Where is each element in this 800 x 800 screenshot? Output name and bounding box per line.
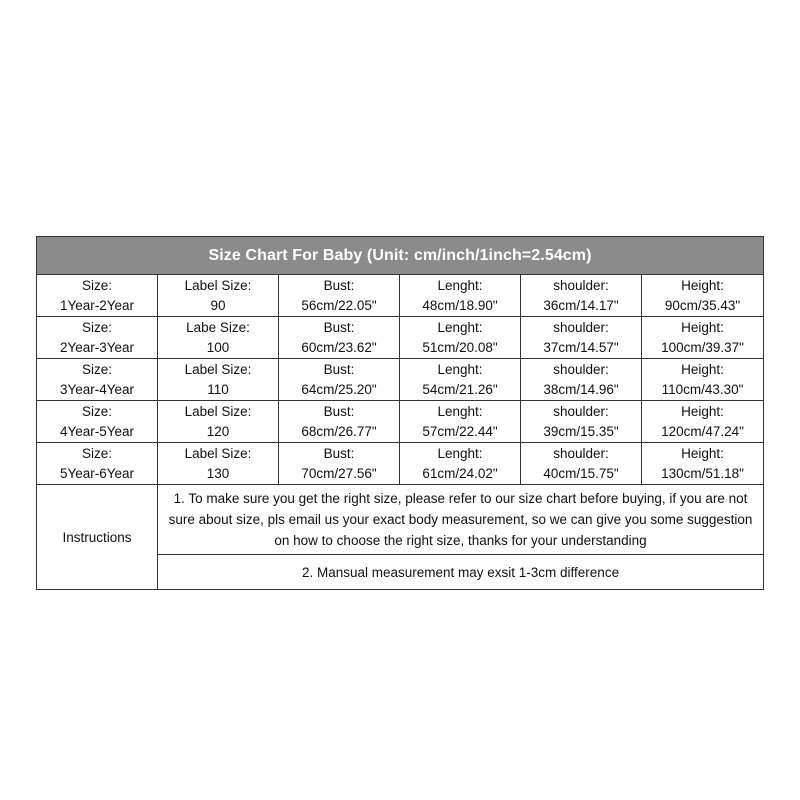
height-cell — [642, 443, 764, 485]
size-value: 3Year-4Year — [59, 381, 135, 397]
instructions-row — [37, 485, 764, 555]
size-value: 4Year-5Year — [59, 423, 135, 439]
length-value: 61cm/24.02" — [422, 465, 498, 481]
label-size-label: Label Size: — [184, 361, 252, 377]
length-cell — [400, 359, 521, 401]
shoulder-value: 36cm/14.17" — [543, 297, 619, 313]
shoulder-label: shoulder: — [553, 361, 609, 377]
height-cell — [642, 317, 764, 359]
bust-label: Bust: — [323, 361, 355, 377]
shoulder-cell — [521, 359, 642, 401]
length-cell — [400, 275, 521, 317]
size-row — [37, 317, 764, 359]
size-label: Size: — [81, 445, 112, 461]
bust-value: 70cm/27.56" — [301, 465, 377, 481]
label-size-value: 90 — [210, 297, 226, 313]
label-size-cell — [158, 317, 279, 359]
bust-value: 64cm/25.20" — [301, 381, 377, 397]
shoulder-label: shoulder: — [553, 277, 609, 293]
label-size-cell — [158, 401, 279, 443]
size-label: Size: — [81, 319, 112, 335]
shoulder-cell — [521, 443, 642, 485]
size-value: 5Year-6Year — [59, 465, 135, 481]
length-value: 54cm/21.26" — [422, 381, 498, 397]
height-label: Height: — [681, 319, 724, 335]
label-size-value: 110 — [207, 381, 229, 397]
size-row — [37, 401, 764, 443]
bust-cell — [279, 275, 400, 317]
size-cell — [37, 443, 158, 485]
bust-value: 68cm/26.77" — [301, 423, 377, 439]
bust-label: Bust: — [323, 403, 355, 419]
label-size-value: 130 — [206, 465, 230, 481]
size-value: 1Year-2Year — [59, 297, 135, 313]
shoulder-value: 37cm/14.57" — [543, 339, 619, 355]
size-row — [37, 359, 764, 401]
length-cell — [400, 317, 521, 359]
height-cell — [642, 401, 764, 443]
size-cell — [37, 401, 158, 443]
height-label: Height: — [681, 361, 724, 377]
length-value: 51cm/20.08" — [422, 339, 498, 355]
size-row — [37, 275, 764, 317]
size-value: 2Year-3Year — [59, 339, 135, 355]
height-cell — [642, 359, 764, 401]
bust-label: Bust: — [323, 319, 355, 335]
shoulder-label: shoulder: — [553, 319, 609, 335]
instruction-item-2: 2. Mansual measurement may exsit 1-3cm difference — [158, 555, 764, 590]
label-size-value: 120 — [206, 423, 230, 439]
label-size-label: Label Size: — [184, 403, 252, 419]
label-size-label: Label Size: — [184, 445, 252, 461]
instruction-item-1: 1. To make sure you get the right size, please refer to our size chart before buying, if you are not sure about size, pls email us your exact body measurement, so we can give you some suggestion on how to choose the right size, thanks for your understanding — [158, 485, 764, 555]
height-cell — [642, 275, 764, 317]
length-label: Lenght: — [437, 361, 483, 377]
length-label: Lenght: — [437, 445, 483, 461]
shoulder-label: shoulder: — [553, 445, 609, 461]
label-size-label: Labe Size: — [186, 319, 250, 335]
label-size-value: 100 — [206, 339, 230, 355]
title-row — [37, 237, 764, 275]
length-value: 57cm/22.44" — [422, 423, 498, 439]
shoulder-cell — [521, 401, 642, 443]
label-size-cell — [158, 359, 279, 401]
instructions-label: Instructions — [37, 485, 158, 590]
bust-label: Bust: — [323, 445, 355, 461]
shoulder-value: 40cm/15.75" — [543, 465, 619, 481]
height-label: Height: — [681, 445, 724, 461]
length-cell — [400, 401, 521, 443]
size-label: Size: — [81, 277, 112, 293]
bust-cell — [279, 443, 400, 485]
length-label: Lenght: — [437, 319, 483, 335]
size-label: Size: — [81, 403, 112, 419]
bust-value: 56cm/22.05" — [301, 297, 377, 313]
height-label: Height: — [681, 277, 724, 293]
height-label: Height: — [681, 403, 724, 419]
shoulder-label: shoulder: — [553, 403, 609, 419]
height-value: 120cm/47.24" — [661, 423, 744, 439]
size-row — [37, 443, 764, 485]
bust-label: Bust: — [323, 277, 355, 293]
length-value: 48cm/18.90" — [422, 297, 498, 313]
shoulder-cell — [521, 275, 642, 317]
shoulder-cell — [521, 317, 642, 359]
length-label: Lenght: — [437, 277, 483, 293]
height-value: 130cm/51.18" — [661, 465, 744, 481]
bust-cell — [279, 359, 400, 401]
bust-cell — [279, 401, 400, 443]
size-cell — [37, 317, 158, 359]
height-value: 90cm/35.43" — [664, 297, 741, 313]
bust-cell — [279, 317, 400, 359]
label-size-label: Label Size: — [184, 277, 252, 293]
size-cell — [37, 275, 158, 317]
shoulder-value: 38cm/14.96" — [543, 381, 619, 397]
length-label: Lenght: — [437, 403, 483, 419]
height-value: 100cm/39.37" — [661, 339, 744, 355]
size-cell — [37, 359, 158, 401]
length-cell — [400, 443, 521, 485]
size-chart-title: Size Chart For Baby (Unit: cm/inch/1inch=2.54cm) — [37, 237, 764, 275]
label-size-cell — [158, 443, 279, 485]
height-value: 110cm/43.30" — [661, 381, 744, 397]
size-label: Size: — [81, 361, 112, 377]
label-size-cell — [158, 275, 279, 317]
shoulder-value: 39cm/15.35" — [543, 423, 619, 439]
size-chart-table — [36, 236, 764, 590]
bust-value: 60cm/23.62" — [301, 339, 377, 355]
